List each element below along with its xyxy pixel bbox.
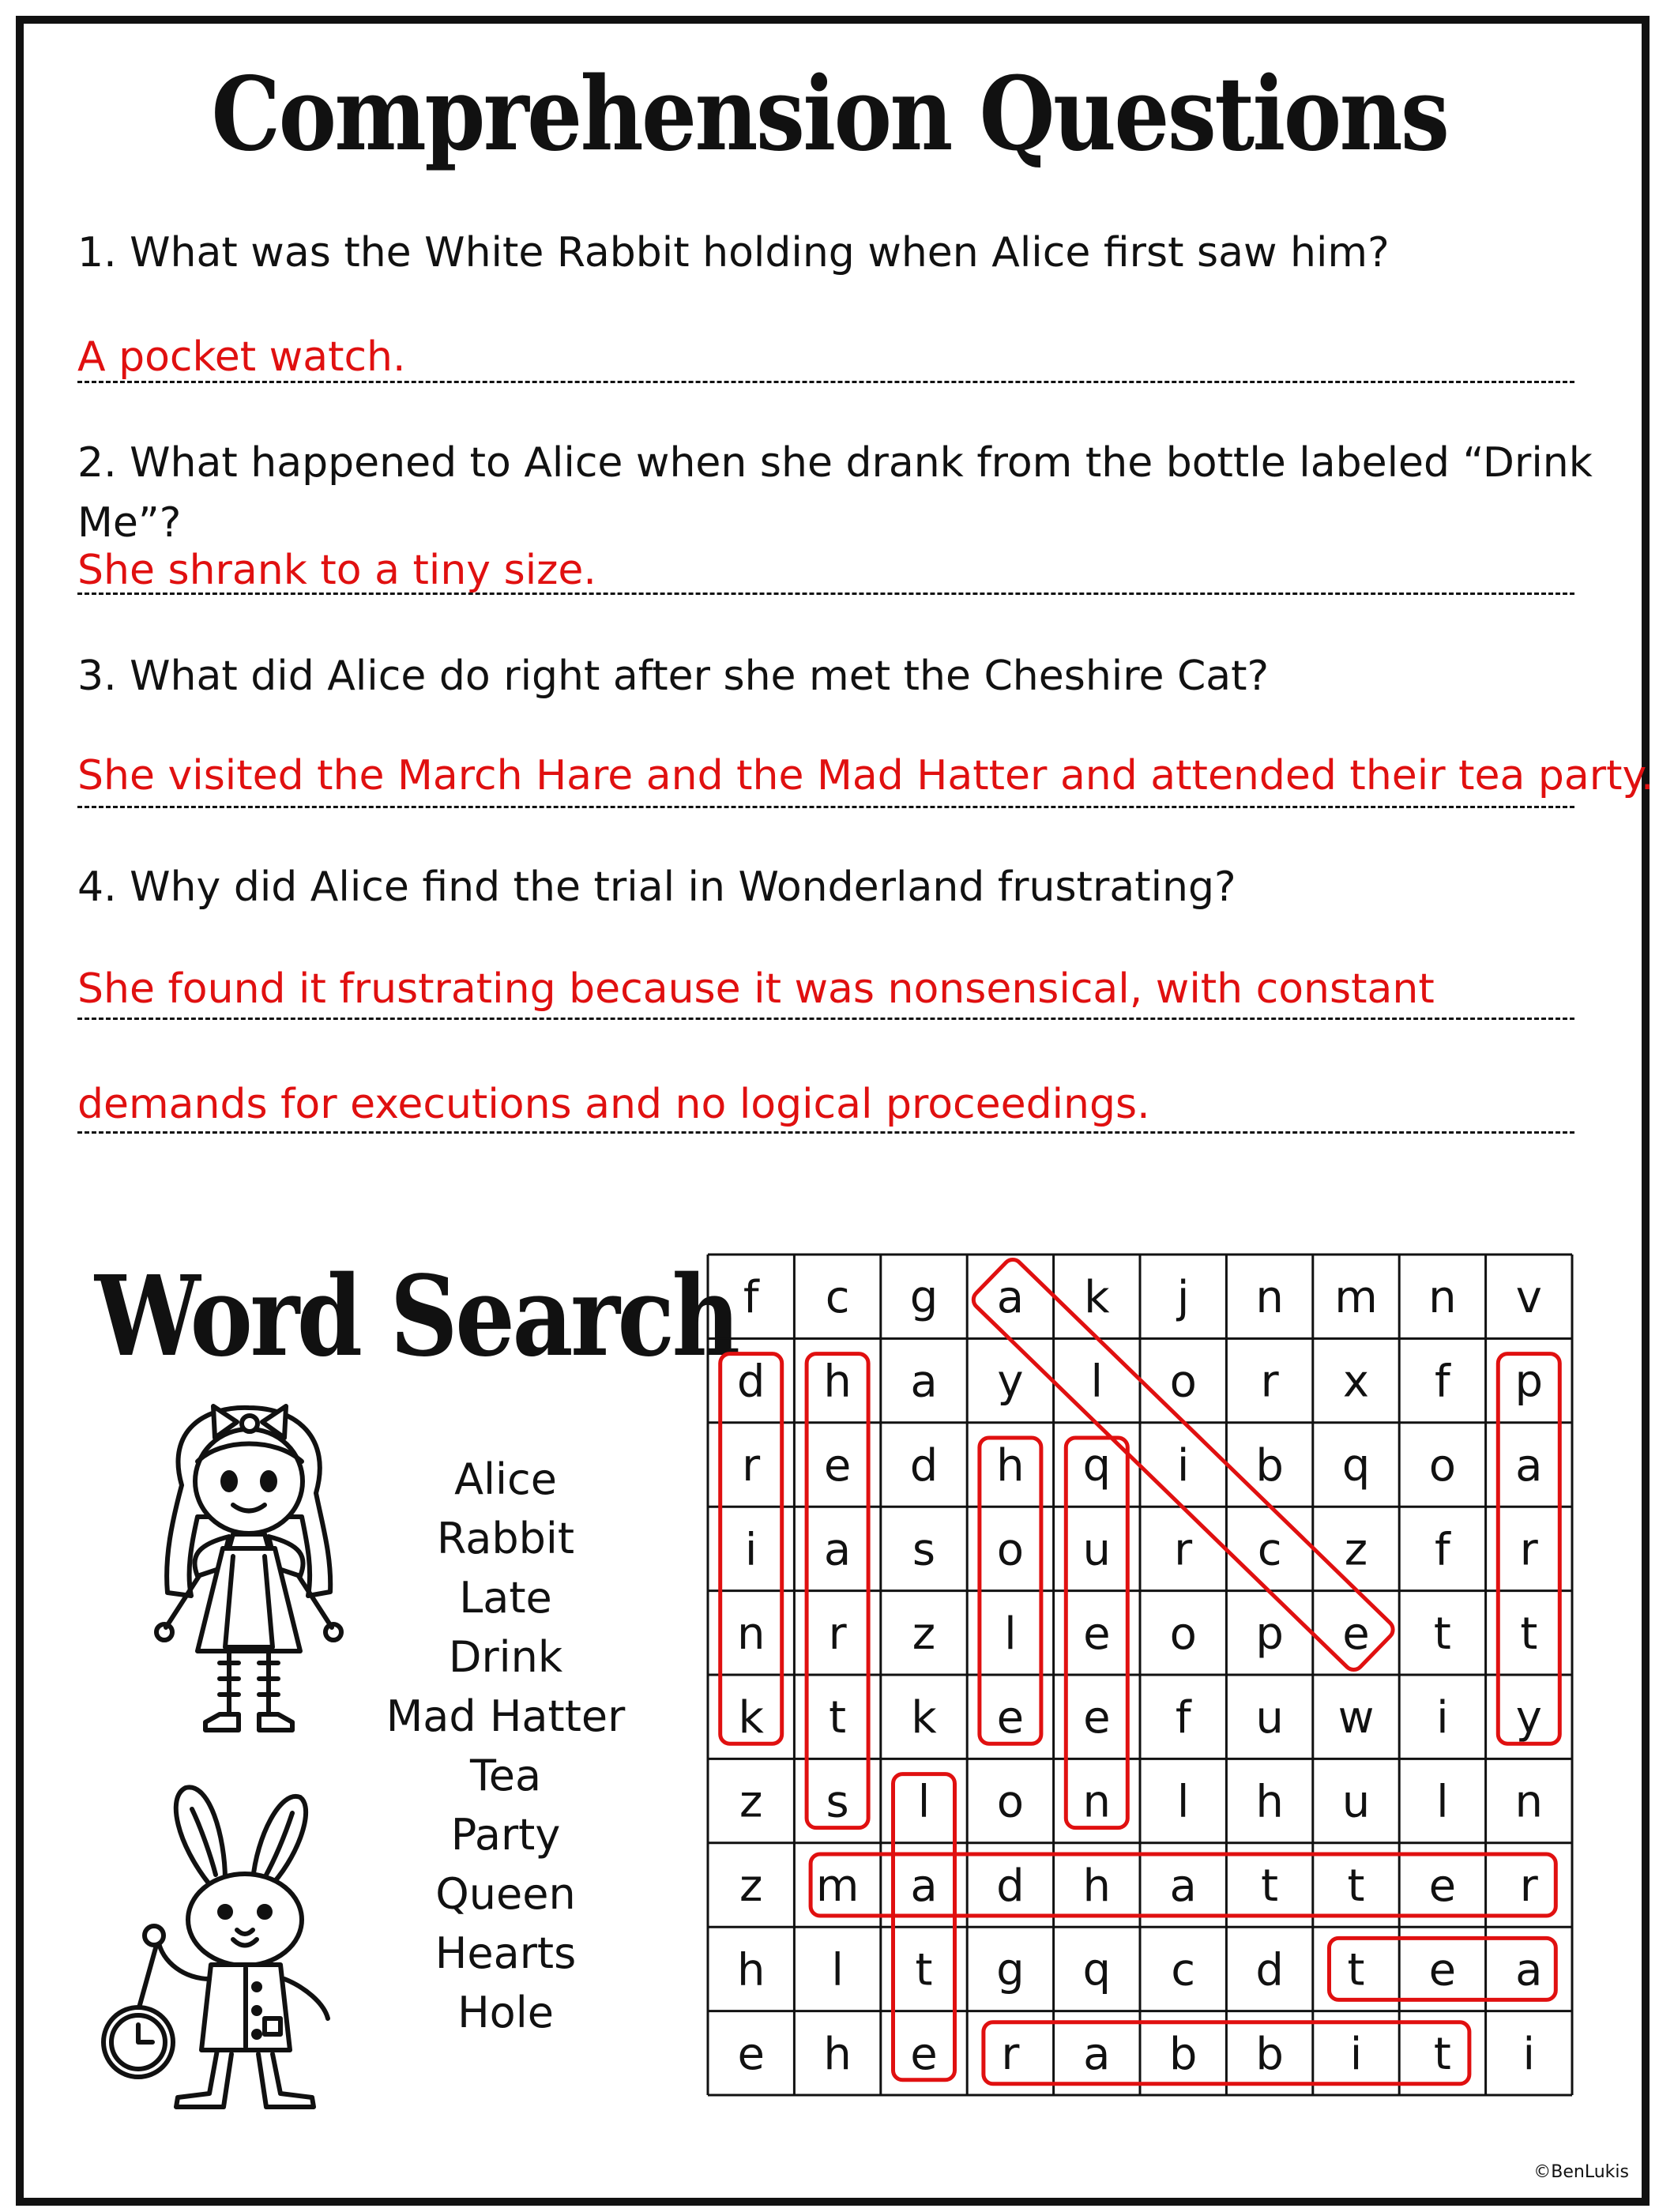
grid-letter[interactable]: i bbox=[1522, 2028, 1536, 2080]
answer-line-3 bbox=[77, 806, 1574, 808]
grid-letter[interactable]: q bbox=[1341, 1440, 1371, 1492]
word-list-item: Drink bbox=[448, 1632, 563, 1682]
grid-letter[interactable]: r bbox=[1519, 1524, 1538, 1576]
grid-letter[interactable]: i bbox=[1349, 2028, 1363, 2080]
grid-letter[interactable]: u bbox=[1341, 1776, 1371, 1828]
grid-letter[interactable]: t bbox=[1520, 1608, 1538, 1660]
grid-letter[interactable]: b bbox=[1255, 2028, 1284, 2080]
grid-letter[interactable]: a bbox=[910, 1860, 938, 1912]
grid-letter[interactable]: x bbox=[1342, 1356, 1370, 1408]
word-list-item: Queen bbox=[435, 1869, 576, 1919]
grid-letter[interactable]: b bbox=[1168, 2028, 1198, 2080]
answer-line-4a bbox=[77, 1018, 1574, 1020]
grid-letter[interactable]: z bbox=[739, 1860, 763, 1912]
grid-letter[interactable]: e bbox=[1083, 1608, 1111, 1660]
grid-letter[interactable]: l bbox=[1004, 1608, 1017, 1660]
grid-letter[interactable]: c bbox=[1257, 1524, 1282, 1576]
word-list-item: Tea bbox=[469, 1751, 542, 1800]
grid-letter[interactable]: n bbox=[1082, 1776, 1112, 1828]
grid-letter[interactable]: h bbox=[996, 1440, 1025, 1492]
grid-letter[interactable]: f bbox=[743, 1272, 759, 1324]
grid-letter[interactable]: e bbox=[1428, 1860, 1457, 1912]
grid-letter[interactable]: f bbox=[1175, 1692, 1191, 1744]
grid-letter[interactable]: l bbox=[1176, 1776, 1190, 1828]
grid-letter[interactable]: s bbox=[826, 1776, 849, 1828]
grid-letter[interactable]: u bbox=[1082, 1524, 1112, 1576]
alice-illustration bbox=[118, 1398, 379, 1762]
word-list-item: Late bbox=[459, 1573, 552, 1623]
word-search-grid bbox=[705, 1252, 1574, 2097]
question-4: 4. Why did Alice find the trial in Wonderland frustrating? bbox=[77, 863, 1236, 911]
grid-letter[interactable]: e bbox=[1428, 1944, 1457, 1996]
grid-letter[interactable]: h bbox=[823, 1356, 852, 1408]
question-3: 3. What did Alice do right after she met the Cheshire Cat? bbox=[77, 653, 1270, 700]
grid-letter[interactable]: k bbox=[738, 1692, 764, 1744]
grid-letter[interactable]: d bbox=[1255, 1944, 1284, 1996]
grid-letter[interactable]: q bbox=[1082, 1944, 1112, 1996]
question-2: 2. What happened to Alice when she drank from the bottle labeled “Drink Me”? bbox=[77, 439, 1593, 547]
grid-letter[interactable]: u bbox=[1255, 1692, 1284, 1744]
word-list-item: Hole bbox=[457, 1988, 554, 2037]
question-1: 1. What was the White Rabbit holding when Alice first saw him? bbox=[77, 229, 1390, 276]
grid-letter[interactable]: r bbox=[828, 1608, 847, 1660]
grid-letter[interactable]: e bbox=[1083, 1692, 1111, 1744]
grid-letter[interactable]: d bbox=[736, 1356, 766, 1408]
grid-letter[interactable]: l bbox=[1436, 1776, 1449, 1828]
answer-2: She shrank to a tiny size. bbox=[77, 547, 596, 594]
grid-letter[interactable]: h bbox=[736, 1944, 766, 1996]
grid-letter[interactable]: t bbox=[1433, 1608, 1451, 1660]
grid-letter[interactable]: t bbox=[915, 1944, 933, 1996]
grid-letter[interactable]: n bbox=[736, 1608, 766, 1660]
answer-4b: demands for executions and no logical proceedings. bbox=[77, 1081, 1150, 1128]
grid-letter[interactable]: c bbox=[1171, 1944, 1196, 1996]
grid-letter[interactable]: r bbox=[1001, 2028, 1020, 2080]
grid-letter[interactable]: s bbox=[912, 1524, 936, 1576]
grid-letter[interactable]: e bbox=[910, 2028, 938, 2080]
grid-letter[interactable]: r bbox=[1260, 1356, 1279, 1408]
grid-letter[interactable]: f bbox=[1435, 1524, 1450, 1576]
grid-letter[interactable]: a bbox=[1169, 1860, 1197, 1912]
grid-letter[interactable]: a bbox=[910, 1356, 938, 1408]
grid-letter[interactable]: z bbox=[1344, 1524, 1368, 1576]
grid-letter[interactable]: o bbox=[1428, 1440, 1457, 1492]
grid-letter[interactable]: a bbox=[1515, 1944, 1543, 1996]
word-search-title: Word Search bbox=[95, 1252, 738, 1382]
grid-letter[interactable]: o bbox=[1169, 1356, 1197, 1408]
grid-letter[interactable]: g bbox=[909, 1272, 939, 1324]
page-title: Comprehension Questions bbox=[211, 55, 1448, 174]
grid-letter[interactable]: e bbox=[737, 2028, 765, 2080]
grid-letter[interactable]: f bbox=[1435, 1356, 1450, 1408]
grid-letter[interactable]: m bbox=[1334, 1272, 1378, 1324]
grid-letter[interactable]: d bbox=[909, 1440, 939, 1492]
grid-letter[interactable]: r bbox=[742, 1440, 761, 1492]
grid-letter[interactable]: z bbox=[912, 1608, 936, 1660]
grid-letter[interactable]: a bbox=[1515, 1440, 1543, 1492]
grid-letter[interactable]: p bbox=[1255, 1608, 1284, 1660]
grid-letter[interactable]: r bbox=[1174, 1524, 1193, 1576]
grid-letter[interactable]: m bbox=[815, 1860, 860, 1912]
answer-line-4b bbox=[77, 1131, 1574, 1134]
grid-letter[interactable]: t bbox=[829, 1692, 847, 1744]
answer-1: A pocket watch. bbox=[77, 333, 406, 381]
grid-letter[interactable]: k bbox=[911, 1692, 937, 1744]
grid-letter[interactable]: t bbox=[1261, 1860, 1279, 1912]
grid-letter[interactable]: j bbox=[1176, 1272, 1190, 1324]
grid-letter[interactable]: l bbox=[917, 1776, 931, 1828]
grid-letter[interactable]: o bbox=[996, 1776, 1025, 1828]
grid-letter[interactable]: z bbox=[739, 1776, 763, 1828]
copyright: ©BenLukis bbox=[1533, 2162, 1629, 2182]
grid-letter[interactable]: i bbox=[744, 1524, 758, 1576]
answer-3: She visited the March Hare and the Mad Hatter and attended their tea party. bbox=[77, 752, 1654, 799]
grid-letter[interactable]: y bbox=[1515, 1692, 1542, 1744]
grid-letter[interactable]: t bbox=[1347, 1860, 1365, 1912]
grid-letter[interactable]: k bbox=[1084, 1272, 1110, 1324]
grid-letter[interactable]: c bbox=[825, 1272, 850, 1324]
grid-letter[interactable]: l bbox=[1090, 1356, 1104, 1408]
word-list-item: Rabbit bbox=[436, 1514, 575, 1563]
grid-letter[interactable]: a bbox=[1083, 2028, 1111, 2080]
grid-letter[interactable]: r bbox=[1519, 1860, 1538, 1912]
grid-letter[interactable]: v bbox=[1515, 1272, 1542, 1324]
grid-letter[interactable]: d bbox=[996, 1860, 1025, 1912]
grid-letter[interactable]: i bbox=[1176, 1440, 1190, 1492]
grid-letter[interactable]: w bbox=[1337, 1692, 1375, 1744]
grid-letter[interactable]: q bbox=[1082, 1440, 1112, 1492]
grid-letter[interactable]: e bbox=[1342, 1608, 1370, 1660]
grid-letter[interactable]: l bbox=[831, 1944, 844, 1996]
grid-letter[interactable]: h bbox=[823, 2028, 852, 2080]
grid-letter[interactable]: o bbox=[996, 1524, 1025, 1576]
answer-line-2 bbox=[77, 592, 1574, 595]
grid-letter[interactable]: h bbox=[1255, 1776, 1284, 1828]
grid-letter[interactable]: a bbox=[823, 1524, 852, 1576]
grid-letter[interactable]: n bbox=[1255, 1272, 1284, 1324]
answer-4a: She found it frustrating because it was nonsensical, with constant bbox=[77, 965, 1435, 1013]
grid-letter[interactable]: i bbox=[1436, 1692, 1449, 1744]
grid-letter[interactable]: e bbox=[996, 1692, 1025, 1744]
word-list-item: Party bbox=[450, 1810, 561, 1860]
grid-letter[interactable]: a bbox=[996, 1272, 1025, 1324]
grid-letter[interactable]: o bbox=[1169, 1608, 1197, 1660]
word-list-item: Alice bbox=[454, 1454, 557, 1504]
grid-letter[interactable]: n bbox=[1514, 1776, 1544, 1828]
grid-letter[interactable]: h bbox=[1082, 1860, 1112, 1912]
answer-line-1 bbox=[77, 381, 1574, 383]
grid-letter[interactable]: e bbox=[823, 1440, 852, 1492]
grid-letter[interactable]: n bbox=[1428, 1272, 1457, 1324]
word-list-item: Mad Hatter bbox=[386, 1691, 626, 1741]
grid-letter[interactable]: t bbox=[1347, 1944, 1365, 1996]
grid-letter[interactable]: p bbox=[1514, 1356, 1544, 1408]
grid-letter[interactable]: t bbox=[1433, 2028, 1451, 2080]
word-list-item: Hearts bbox=[434, 1928, 577, 1978]
white-rabbit-illustration bbox=[91, 1781, 352, 2113]
word-list bbox=[379, 1450, 632, 2042]
grid-letter[interactable]: g bbox=[996, 1944, 1025, 1996]
grid-letter[interactable]: b bbox=[1255, 1440, 1284, 1492]
grid-letter[interactable]: y bbox=[997, 1356, 1024, 1408]
